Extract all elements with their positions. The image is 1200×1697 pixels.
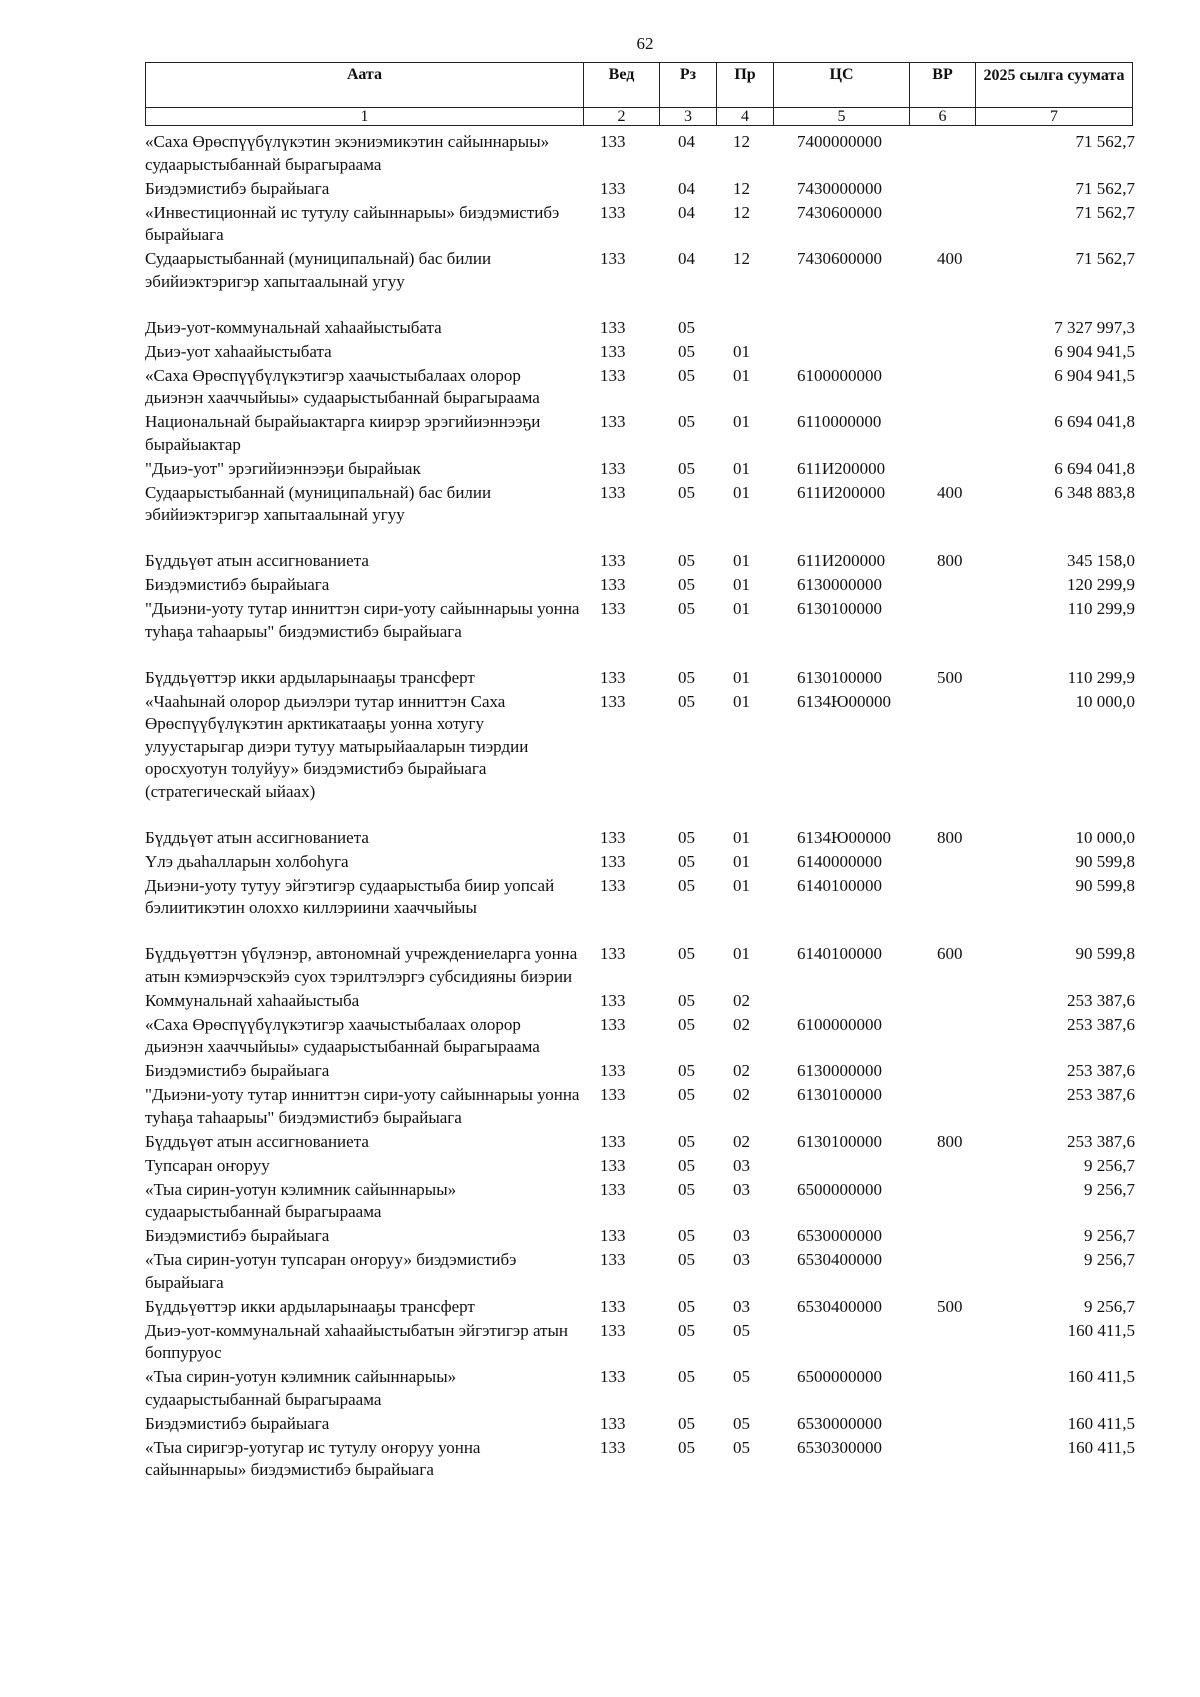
row-ved: 133 [600,412,626,431]
row-cs: 611И200000 [797,551,886,570]
row-sum: 253 387,6 [1067,1131,1135,1151]
row-cs: 7430000000 [797,178,882,198]
row-name: Биэдэмистибэ бырайыага [145,575,330,594]
row-rz: 05 [678,667,695,687]
header-rz: Рз [660,63,717,108]
row-name: Бүддьүөт атын ассигнованиета [145,827,369,847]
table-row [145,1060,1135,1083]
row-sum: 9 256,7 [1084,1155,1135,1175]
row-sum: 9 256,7 [1084,1226,1135,1245]
row-vr: 500 [937,1296,963,1316]
row-sum: 71 562,7 [1075,178,1135,198]
row-sum: 120 299,9 [1067,575,1135,594]
row-cs: 6130100000 [797,1085,882,1104]
row-cs: 6500000000 [797,1179,882,1199]
col-number: 3 [660,108,717,126]
row-pr: 01 [733,827,750,847]
row-rz: 05 [678,1179,695,1199]
table-row [145,411,1135,456]
row-pr: 05 [733,1320,750,1340]
row-cs: 6530000000 [797,1226,882,1245]
table-row [145,574,1135,597]
row-name: «Тыа сирин-уотун кэлимник сайыннарыы» судаарыстыбаннай бырагыраама [145,1367,457,1409]
row-ved: 133 [600,1437,626,1457]
row-sum: 90 599,8 [1075,944,1135,963]
row-vr: 600 [937,944,963,963]
row-name: «Инвестиционнай ис тутулу сайыннарыы» биэдэмистибэ бырайыага [145,202,560,244]
row-sum: 160 411,5 [1067,1367,1135,1386]
table-row [145,1437,1135,1482]
row-cs: 6130100000 [797,667,882,687]
row-rz: 05 [678,482,695,502]
col-number: 5 [774,108,910,126]
row-ved: 133 [600,1226,626,1245]
row-name: "Дьиэ-уот" эрэгийиэннээҕи бырайыак [145,458,421,478]
row-pr: 02 [733,990,750,1010]
table-row [145,1249,1135,1294]
table-row [145,1413,1135,1436]
row-rz: 05 [678,317,695,337]
row-rz: 05 [678,1131,695,1151]
row-cs: 6130000000 [797,1061,882,1080]
row-cs: 6100000000 [797,1014,882,1034]
row-ved: 133 [600,202,626,222]
table-row [145,1225,1135,1248]
row-pr: 02 [733,1131,750,1151]
row-pr: 02 [733,1085,750,1104]
row-cs: 6530400000 [797,1250,882,1269]
row-rz: 05 [678,944,695,963]
row-cs: 6140100000 [797,875,882,895]
row-vr: 400 [937,482,963,502]
header-cs: ЦС [774,63,910,108]
row-name: «Тыа сирин-уотун кэлимник сайыннарыы» судаарыстыбаннай бырагыраама [145,1179,457,1221]
table-row [145,1131,1135,1154]
row-name: Дьиэ-уот-коммунальнай хаһаайыстыбата [145,317,442,337]
row-rz: 05 [678,851,695,871]
row-sum: 253 387,6 [1067,1085,1135,1104]
header-vr: ВР [910,63,976,108]
row-sum: 90 599,8 [1075,875,1135,895]
table-row [145,248,1135,293]
row-pr: 01 [733,341,750,361]
row-cs: 6130000000 [797,575,882,594]
row-rz: 05 [678,575,695,594]
row-pr: 01 [733,599,750,618]
row-name: Үлэ дьаһалларын холбоһуга [145,851,349,871]
row-name: «Саха Өрөспүүбүлүкэтигэр хаачыстыбалаах олорор дьиэнэн хааччыйыы» судаарыстыбаннай бырагыраама [145,365,540,407]
row-ved: 133 [600,575,626,594]
row-rz: 05 [678,458,695,478]
row-rz: 05 [678,1014,695,1034]
row-cs: 6140100000 [797,944,882,963]
row-name: Дьиэни-уоту тутуу эйгэтигэр судаарыстыба биир уопсай бэлиитикэтин олоххо киллэриини хааччыйыы [145,875,555,917]
row-sum: 6 694 041,8 [1054,458,1135,478]
row-pr: 01 [733,575,750,594]
row-ved: 133 [600,667,626,687]
row-name: "Дьиэни-уоту тутар инниттэн сири-уоту сайыннарыы уонна туһаҕа таһаарыы" биэдэмистибэ бырайыага [145,599,580,641]
row-rz: 05 [678,1085,695,1104]
row-vr: 500 [937,667,963,687]
row-pr: 01 [733,412,750,431]
row-cs: 6530300000 [797,1437,882,1457]
row-ved: 133 [600,1320,626,1340]
col-number: 7 [976,108,1133,126]
row-name: "Дьиэни-уоту тутар инниттэн сири-уоту сайыннарыы уонна туһаҕа таһаарыы" биэдэмистибэ бырайыага [145,1085,580,1127]
row-cs: 7430600000 [797,202,882,222]
row-cs: 6134Ю00000 [797,827,891,847]
table-row [145,990,1135,1013]
row-sum: 71 562,7 [1075,132,1135,151]
row-ved: 133 [600,1061,626,1080]
row-pr: 01 [733,851,750,871]
table-row [145,178,1135,201]
header-aata: Аата [146,63,584,108]
row-pr: 01 [733,691,750,711]
row-name: Бүддьүөттэр икки ардыларынааҕы трансферт [145,667,475,687]
row-sum: 9 256,7 [1084,1296,1135,1316]
row-cs: 6530000000 [797,1413,882,1433]
row-name: Дьиэ-уот-коммунальнай хаһаайыстыбатын эйгэтигэр атын боппуруос [145,1320,568,1362]
table-row [145,691,1135,804]
row-sum: 160 411,5 [1067,1437,1135,1457]
row-rz: 05 [678,1061,695,1080]
row-sum: 10 000,0 [1075,827,1135,847]
row-ved: 133 [600,851,626,871]
table-row [145,131,1135,176]
row-rz: 05 [678,875,695,895]
row-ved: 133 [600,599,626,618]
row-sum: 10 000,0 [1075,691,1135,711]
row-ved: 133 [600,1085,626,1104]
row-ved: 133 [600,1179,626,1199]
col-number: 6 [910,108,976,126]
row-cs: 6530400000 [797,1296,882,1316]
row-pr: 12 [733,132,750,151]
row-ved: 133 [600,1155,626,1175]
table-row [145,667,1135,690]
row-name: Бүддьүөттэн үбүлэнэр, автономнай учреждениеларга уонна атын кэмиэрчэскэйэ суох тэрилтэлэргэ субсидияны биэрии [145,944,578,986]
row-name: Дьиэ-уот хаһаайыстыбата [145,341,332,361]
row-rz: 04 [678,202,695,222]
row-name: «Саха Өрөспүүбүлүкэтин экэниэмикэтин сайыннарыы» судаарыстыбаннай бырагыраама [145,132,550,174]
row-cs: 6100000000 [797,365,882,385]
row-rz: 05 [678,1296,695,1316]
table-row [145,482,1135,527]
table-row [145,851,1135,874]
row-name: «Тыа сиригэр-уотугар ис тутулу оҥоруу уонна сайыннарыы» биэдэмистибэ бырайыага [145,1437,481,1479]
row-rz: 05 [678,1155,695,1175]
table-row [145,1084,1135,1129]
table-row [145,943,1135,988]
row-pr: 12 [733,178,750,198]
row-rz: 05 [678,1226,695,1245]
row-pr: 12 [733,249,750,268]
row-name: Коммунальнай хаһаайыстыба [145,990,360,1010]
table-row [145,317,1135,340]
page-number: 62 [636,34,654,53]
row-rz: 05 [678,551,695,570]
row-name: Судаарыстыбаннай (муниципальнай) бас билии эбийиэктэригэр хапытаалынай угуу [145,482,492,524]
row-name: Биэдэмистибэ бырайыага [145,178,330,198]
row-name: Биэдэмистибэ бырайыага [145,1226,330,1245]
col-number: 1 [146,108,584,126]
row-rz: 05 [678,341,695,361]
row-pr: 05 [733,1367,750,1386]
row-ved: 133 [600,1367,626,1386]
row-pr: 01 [733,458,750,478]
row-ved: 133 [600,178,626,198]
row-sum: 6 348 883,8 [1054,482,1135,502]
row-sum: 160 411,5 [1067,1320,1135,1340]
row-cs: 6140000000 [797,851,882,871]
table-row [145,202,1135,247]
row-name: Биэдэмистибэ бырайыага [145,1413,330,1433]
table-row [145,598,1135,643]
row-ved: 133 [600,551,626,570]
row-ved: 133 [600,482,626,502]
row-ved: 133 [600,249,626,268]
row-name: Биэдэмистибэ бырайыага [145,1061,330,1080]
row-pr: 03 [733,1250,750,1269]
row-ved: 133 [600,1296,626,1316]
row-pr: 01 [733,667,750,687]
row-pr: 01 [733,875,750,895]
row-name: «Саха Өрөспүүбүлүкэтигэр хаачыстыбалаах олорор дьиэнэн хааччыйыы» судаарыстыбаннай бырагыраама [145,1014,540,1056]
row-sum: 9 256,7 [1084,1179,1135,1199]
row-sum: 110 299,9 [1067,599,1135,618]
row-ved: 133 [600,458,626,478]
row-pr: 01 [733,482,750,502]
row-pr: 01 [733,944,750,963]
row-rz: 05 [678,1437,695,1457]
row-sum: 345 158,0 [1067,551,1135,570]
row-rz: 05 [678,990,695,1010]
row-ved: 133 [600,944,626,963]
table-row [145,827,1135,850]
table-row [145,1366,1135,1411]
row-ved: 133 [600,1413,626,1433]
table-row [145,1296,1135,1319]
row-pr: 02 [733,1061,750,1080]
row-ved: 133 [600,365,626,385]
table-row [145,1155,1135,1178]
row-pr: 05 [733,1437,750,1457]
table-header [145,62,1133,126]
row-sum: 160 411,5 [1067,1413,1135,1433]
row-sum: 90 599,8 [1075,851,1135,871]
row-rz: 05 [678,691,695,711]
row-rz: 05 [678,365,695,385]
table-row [145,1179,1135,1224]
col-number: 2 [584,108,660,126]
row-ved: 133 [600,691,626,711]
row-ved: 133 [600,827,626,847]
table-row [145,365,1135,410]
col-number: 4 [717,108,774,126]
header-pr: Пр [717,63,774,108]
row-pr: 03 [733,1179,750,1199]
row-rz: 05 [678,599,695,618]
row-sum: 6 904 941,5 [1054,341,1135,361]
row-name: Бүддьүөт атын ассигнованиета [145,1131,369,1151]
row-ved: 133 [600,1250,626,1269]
row-rz: 04 [678,132,695,151]
row-cs: 6134Ю00000 [797,691,891,711]
row-cs: 611И200000 [797,482,886,502]
row-rz: 04 [678,178,695,198]
row-ved: 133 [600,1131,626,1151]
row-sum: 6 694 041,8 [1054,412,1135,431]
row-sum: 6 904 941,5 [1054,365,1135,385]
row-vr: 800 [937,1131,963,1151]
row-name: «Тыа сирин-уотун тупсаран оҥоруу» биэдэмистибэ бырайыага [145,1250,517,1292]
row-cs: 7400000000 [797,132,882,151]
table-row [145,341,1135,364]
row-pr: 05 [733,1413,750,1433]
row-ved: 133 [600,132,626,151]
row-pr: 12 [733,202,750,222]
row-ved: 133 [600,1014,626,1034]
column-number-row [146,108,1133,126]
row-ved: 133 [600,875,626,895]
row-name: Национальнай бырайыактарга киирэр эрэгийиэннээҕи бырайыактар [145,412,541,454]
row-rz: 05 [678,1250,695,1269]
row-pr: 02 [733,1014,750,1034]
header-ved: Вед [584,63,660,108]
row-cs: 6500000000 [797,1367,882,1386]
row-pr: 01 [733,365,750,385]
row-ved: 133 [600,317,626,337]
row-sum: 9 256,7 [1084,1250,1135,1269]
row-sum: 110 299,9 [1067,667,1135,687]
row-sum: 253 387,6 [1067,1061,1135,1080]
table-row [145,550,1135,573]
header-sum: 2025 сылга суумата [976,63,1133,108]
row-rz: 05 [678,1367,695,1386]
row-rz: 05 [678,1413,695,1433]
row-cs: 6130100000 [797,599,882,618]
row-name: Тупсаран оҥоруу [145,1155,270,1175]
row-pr: 03 [733,1226,750,1245]
row-name: Бүддьүөттэр икки ардыларынааҕы трансферт [145,1296,475,1316]
row-name: Бүддьүөт атын ассигнованиета [145,551,369,570]
row-cs: 611И200000 [797,458,886,478]
row-vr: 400 [937,249,963,268]
row-rz: 04 [678,249,695,268]
table-row [145,875,1135,920]
row-name: «Чааһынай олорор дьиэлэри тутар инниттэн Саха Өрөспүүбүлүкэтин арктикатааҕы уонна хотугу улуустарыгар диэри тутуу матырыйааларын тиэрдии оросхуотун толуйуу» биэдэмистибэ бырайыага (стратегическай ыйаах) [145,691,529,801]
table-row [145,1014,1135,1059]
row-rz: 05 [678,1320,695,1340]
table-body [145,131,1135,1483]
row-cs: 7430600000 [797,249,882,268]
row-pr: 03 [733,1296,750,1316]
row-cs: 6130100000 [797,1131,882,1151]
row-sum: 253 387,6 [1067,1014,1135,1034]
row-vr: 800 [937,551,963,570]
header-row [146,63,1133,108]
table-row [145,1320,1135,1365]
row-vr: 800 [937,827,963,847]
row-sum: 71 562,7 [1075,249,1135,268]
row-ved: 133 [600,990,626,1010]
row-cs: 6110000000 [797,412,882,431]
row-rz: 05 [678,827,695,847]
row-sum: 253 387,6 [1067,990,1135,1010]
row-ved: 133 [600,341,626,361]
row-pr: 03 [733,1155,750,1175]
table-row [145,458,1135,481]
row-rz: 05 [678,412,695,431]
row-pr: 01 [733,551,750,570]
row-sum: 7 327 997,3 [1054,317,1135,337]
row-sum: 71 562,7 [1075,202,1135,222]
row-name: Судаарыстыбаннай (муниципальнай) бас билии эбийиэктэригэр хапытаалынай угуу [145,249,492,291]
